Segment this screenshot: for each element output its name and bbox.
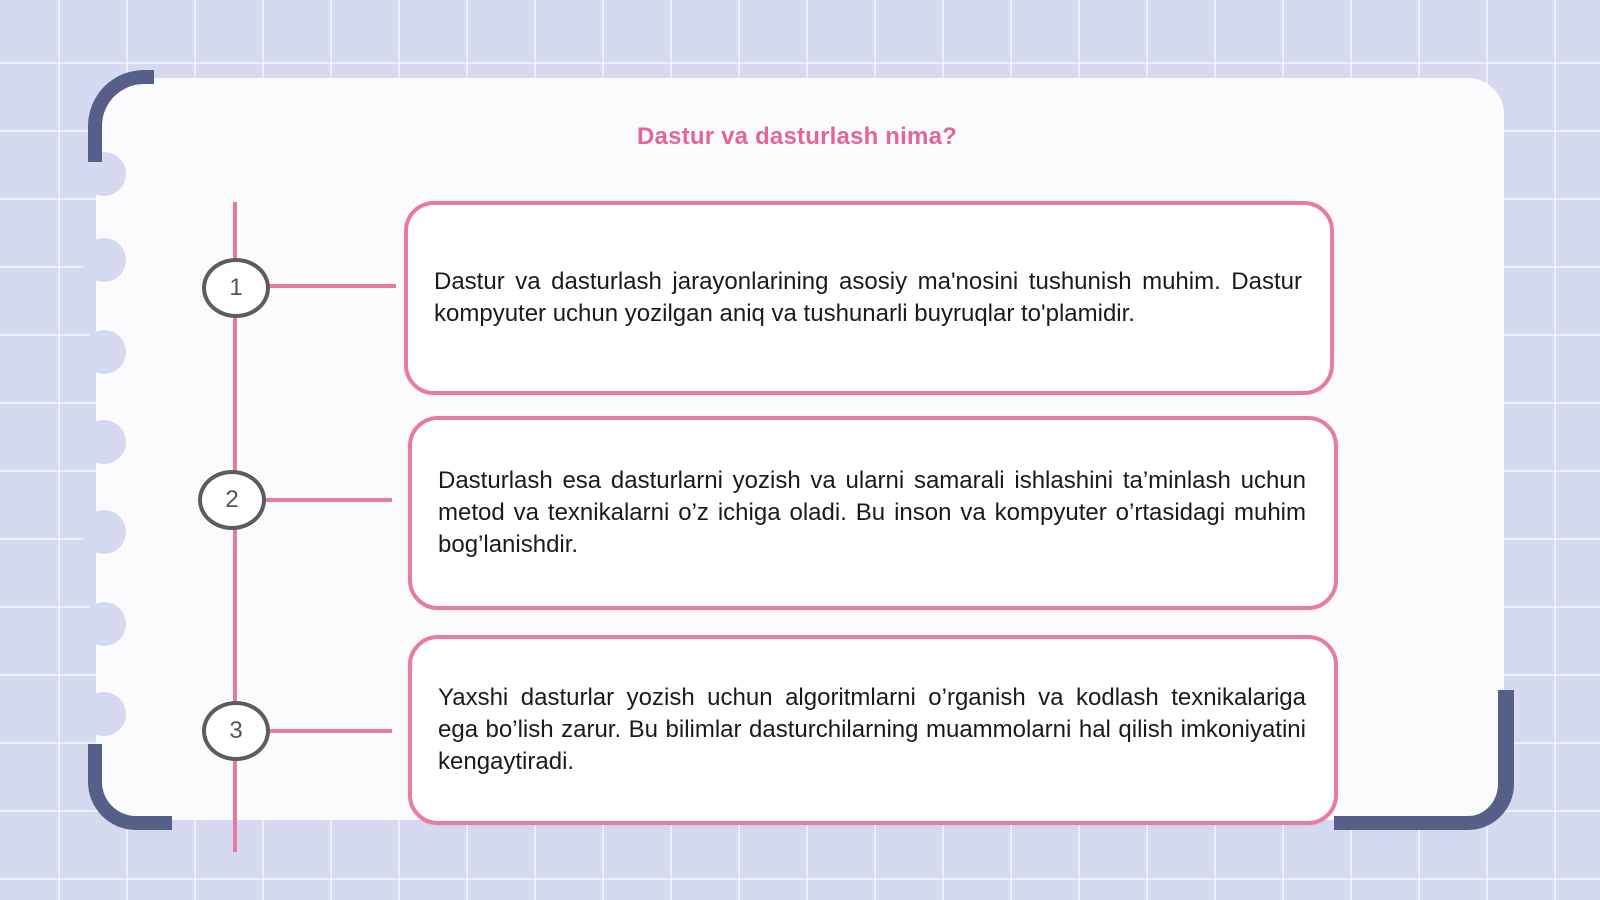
step-box-1	[404, 201, 1334, 395]
card-notch	[82, 510, 126, 554]
step-text: Yaxshi dasturlar yozish uchun algoritmlarni o’rganish va kodlash texnikalariga ega bo’lish zarur. Bu bilimlar dasturchilarning muammolarni hal qilish imkoniyatini kengaytiradi.	[438, 684, 1306, 775]
slide-title-text: Dastur va dasturlash nima?	[637, 123, 957, 150]
corner-bracket-bottom-left	[88, 744, 172, 830]
step-number-1	[202, 258, 270, 318]
step-number-2	[198, 470, 266, 530]
step-text: Dasturlash esa dasturlarni yozish va ularni samarali ishlashini ta’minlash uchun metod va texnikalarni o’z ichiga oladi. Bu inson va kompyuter o’rtasidagi muhim bog’lanishdir.	[438, 467, 1306, 558]
card-notch	[82, 330, 126, 374]
card-notch	[82, 238, 126, 282]
card-notch	[82, 692, 126, 736]
card-notch	[82, 420, 126, 464]
step-number-3	[202, 701, 270, 761]
timeline-connector	[262, 498, 392, 502]
step-number-label: 1	[229, 274, 243, 301]
timeline-connector	[266, 729, 392, 733]
card-notch	[82, 602, 126, 646]
slide-title	[0, 123, 1600, 151]
step-number-label: 2	[225, 486, 239, 513]
timeline-connector	[266, 284, 396, 288]
corner-bracket-bottom-right	[1334, 690, 1514, 830]
step-box-2	[408, 416, 1338, 610]
step-text: Dastur va dasturlash jarayonlarining asosiy ma'nosini tushunish muhim. Dastur kompyuter uchun yozilgan aniq va tushunarli buyruqlar to'plamidir.	[434, 268, 1302, 327]
step-box-3	[408, 635, 1338, 825]
step-number-label: 3	[229, 717, 243, 744]
